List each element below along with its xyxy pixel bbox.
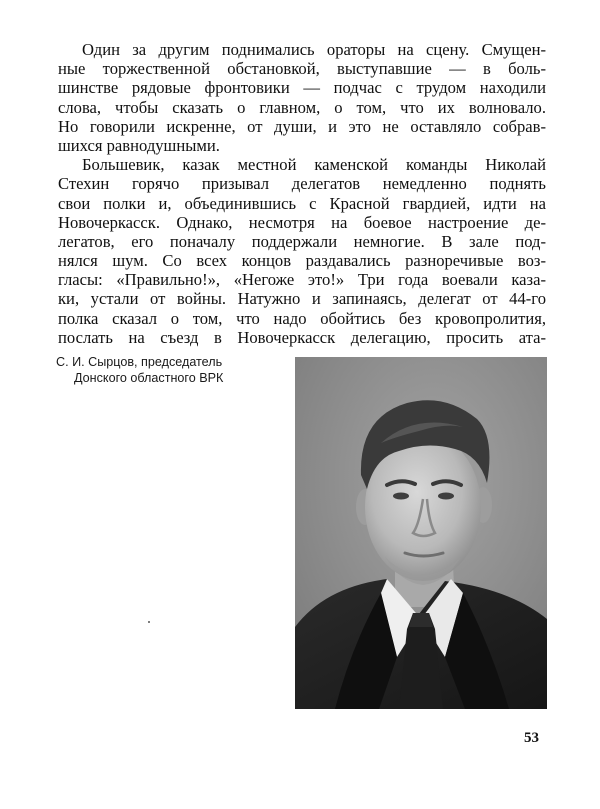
body-text: [58, 40, 546, 347]
text-line: гласы: «Правильно!», «Негоже это!» Три года воевали каза-: [58, 270, 546, 290]
eye-left: [393, 493, 409, 500]
text-line: ки, устали от войны. Натужно и запинаясь, делегат от 44-го: [58, 289, 546, 309]
caption-line-name: С. И. Сырцов, председатель: [56, 355, 223, 369]
caption-line-title: Донского областного ВРК: [74, 371, 224, 385]
page-number: 53: [524, 730, 539, 746]
text-line: слова, чтобы сказать о главном, о том, что их волновало.: [58, 97, 546, 117]
text-line: Большевик, казак местной каменской команды Николай: [82, 155, 546, 175]
tie-knot: [409, 613, 433, 627]
text-line: шихся равнодушными.: [58, 135, 220, 155]
text-line: нялся шум. Со всех концов раздавались разноречивые воз-: [58, 251, 546, 271]
text-line: Новочеркасск. Однако, несмотря на боевое настроение де-: [58, 212, 546, 232]
text-line: шинстве рядовые фронтовики — подчас с трудом находили: [58, 78, 546, 98]
text-line: ные торжественной обстановкой, выступавшие — в боль-: [58, 59, 546, 79]
eye-right: [438, 493, 454, 500]
portrait-photo: [295, 357, 547, 709]
text-line: Стехин горячо призывал делегатов немедленно поднять: [58, 174, 546, 194]
text-line: свои полки и, объединившись с Красной гвардией, идти на: [58, 193, 546, 213]
text-line: Но говорили искренне, от души, и это не оставляло собрав-: [58, 116, 546, 136]
photo-caption: [56, 354, 276, 386]
print-speck: [148, 621, 150, 623]
text-line: легатов, его поначалу поддержали немногие. В зале под-: [58, 231, 546, 251]
text-line: послать на съезд в Новочеркасск делегацию, просить ата-: [58, 327, 546, 347]
portrait-illustration: [295, 357, 547, 709]
text-line: Один за другим поднимались ораторы на сцену. Смущен-: [82, 40, 546, 59]
text-line: полка сказал о том, что надо обойтись без кровопролития,: [58, 308, 546, 328]
